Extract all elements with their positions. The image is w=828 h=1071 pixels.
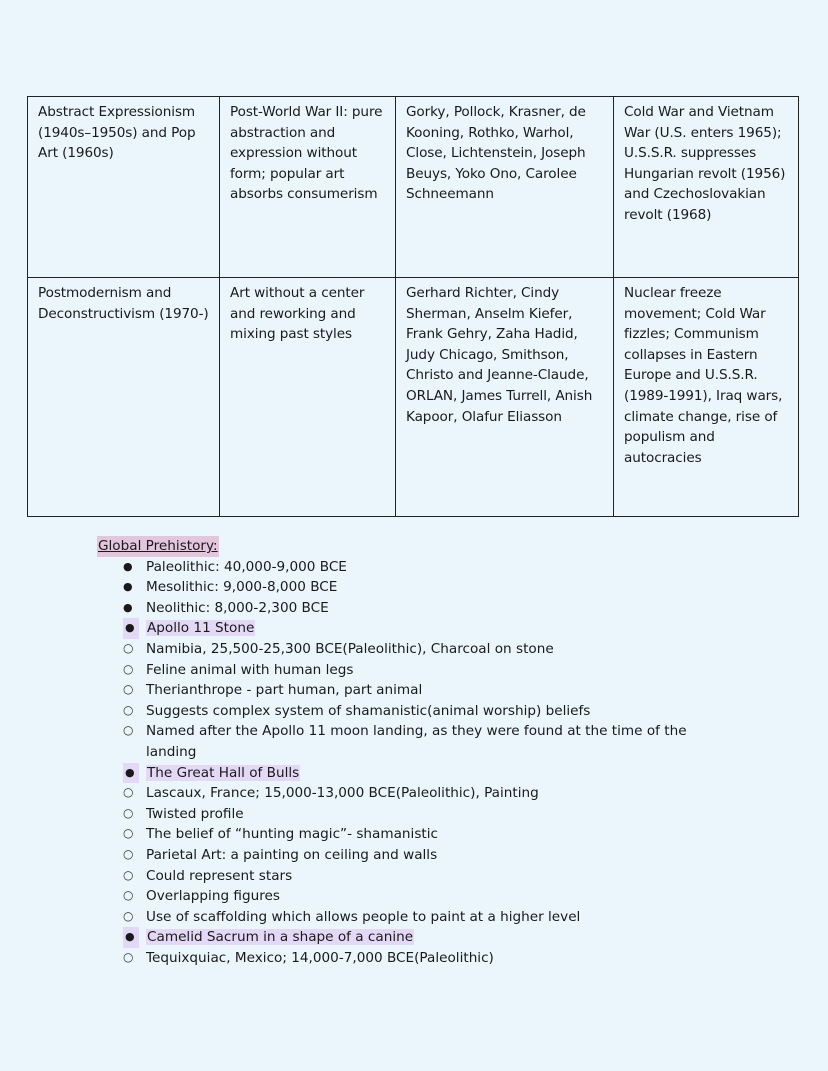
bullet-icon: ● (123, 618, 139, 639)
sub-list-item-text: Namibia, 25,500-25,300 BCE(Paleolithic), Charcoal on stone (146, 640, 554, 657)
list-item (97, 618, 797, 639)
sublist-container (97, 783, 797, 927)
hollow-bullet-icon: ○ (123, 640, 134, 655)
description-cell: Post-World War II: pure abstraction and expression without form; popular art absorbs consumerism (220, 97, 396, 278)
sub-list-item-text: Use of scaffolding which allows people to paint at a higher level (146, 908, 581, 925)
sub-list-item (97, 660, 706, 681)
list-item (97, 763, 797, 784)
sub-list-item-text: Tequixquiac, Mexico; 14,000-7,000 BCE(Paleolithic) (146, 949, 494, 966)
sub-list-item-text: Could represent stars (146, 867, 293, 884)
bullet-icon: ● (123, 763, 139, 784)
sub-list-item-text: The belief of “hunting magic”- shamanistic (146, 826, 438, 843)
context-cell: Nuclear freeze movement; Cold War fizzles; Communism collapses in Eastern Europe and U.S.S.R. (1989-1991), Iraq wars, climate change, rise of populism and autocracies (614, 278, 799, 517)
sub-list-item-text: Overlapping figures (146, 888, 280, 905)
sub-list-item (97, 845, 706, 866)
list-item-text: Neolithic: 8,000-2,300 BCE (146, 599, 329, 616)
section-heading: Global Prehistory: (97, 536, 219, 557)
sub-list (97, 639, 797, 763)
hollow-bullet-icon: ○ (123, 785, 134, 800)
sub-list-item (97, 804, 706, 825)
bullet-icon: ● (123, 559, 133, 573)
hollow-bullet-icon: ○ (123, 702, 134, 717)
sub-list-item-text: Named after the Apollo 11 moon landing, as they were found at the time of the landing (146, 723, 687, 760)
hollow-bullet-icon: ○ (123, 888, 134, 903)
sub-list-item (97, 886, 706, 907)
list-item (97, 557, 797, 578)
sub-list-item-text: Suggests complex system of shamanistic(animal worship) beliefs (146, 702, 591, 719)
hollow-bullet-icon: ○ (123, 723, 134, 738)
description-cell: Art without a center and reworking and mixing past styles (220, 278, 396, 517)
sub-list (97, 783, 797, 927)
list-item (97, 598, 797, 619)
list-item-text: Camelid Sacrum in a shape of a canine (147, 929, 414, 946)
notes-list (97, 557, 797, 969)
sub-list-item-text: Feline animal with human legs (146, 661, 354, 678)
sub-list (97, 948, 797, 969)
bullet-icon: ● (123, 580, 133, 594)
hollow-bullet-icon: ○ (123, 682, 134, 697)
hollow-bullet-icon: ○ (123, 805, 134, 820)
prehistory-notes (97, 536, 797, 968)
artists-cell: Gorky, Pollock, Krasner, de Kooning, Rothko, Warhol, Close, Lichtenstein, Joseph Beuys, Yoko Ono, Carolee Schneemann (396, 97, 614, 278)
hollow-bullet-icon: ○ (123, 949, 134, 964)
sub-list-item (97, 701, 706, 722)
sub-list-item (97, 866, 706, 887)
sub-list-item (97, 639, 706, 660)
sub-list-item-text: Lascaux, France; 15,000-13,000 BCE(Paleolithic), Painting (146, 785, 539, 802)
sub-list-item-text: Parietal Art: a painting on ceiling and walls (146, 846, 438, 863)
list-item (97, 577, 797, 598)
context-cell: Cold War and Vietnam War (U.S. enters 1965); U.S.S.R. suppresses Hungarian revolt (1956) and Czechoslovakian revolt (1968) (614, 97, 799, 278)
list-item-text: Apollo 11 Stone (147, 620, 255, 637)
sub-list-item-text: Therianthrope - part human, part animal (146, 682, 423, 699)
hollow-bullet-icon: ○ (123, 867, 134, 882)
sublist-container (97, 639, 797, 763)
sub-list-item (97, 721, 706, 762)
sub-list-item (97, 783, 706, 804)
bullet-icon: ● (123, 927, 139, 948)
list-item-text: Mesolithic: 9,000-8,000 BCE (146, 579, 338, 596)
sublist-container (97, 948, 797, 969)
art-periods-table (27, 96, 799, 517)
sub-list-item (97, 907, 706, 928)
list-item-text: Paleolithic: 40,000-9,000 BCE (146, 558, 347, 575)
sub-list-item-text: Twisted profile (146, 805, 244, 822)
list-item-text: The Great Hall of Bulls (147, 764, 300, 781)
bullet-icon: ● (123, 600, 133, 614)
hollow-bullet-icon: ○ (123, 826, 134, 841)
table-row (28, 97, 799, 278)
artists-cell: Gerhard Richter, Cindy Sherman, Anselm Kiefer, Frank Gehry, Zaha Hadid, Judy Chicago, Smithson, Christo and Jeanne-Claude, ORLAN, James Turrell, Anish Kapoor, Olafur Eliasson (396, 278, 614, 517)
list-item (97, 927, 797, 948)
sub-list-item (97, 680, 706, 701)
hollow-bullet-icon: ○ (123, 661, 134, 676)
sub-list-item (97, 948, 706, 969)
hollow-bullet-icon: ○ (123, 908, 134, 923)
sub-list-item (97, 824, 706, 845)
table-row (28, 278, 799, 517)
hollow-bullet-icon: ○ (123, 846, 134, 861)
period-cell: Postmodernism and Deconstructivism (1970-) (28, 278, 220, 517)
period-cell: Abstract Expressionism (1940s–1950s) and Pop Art (1960s) (28, 97, 220, 278)
